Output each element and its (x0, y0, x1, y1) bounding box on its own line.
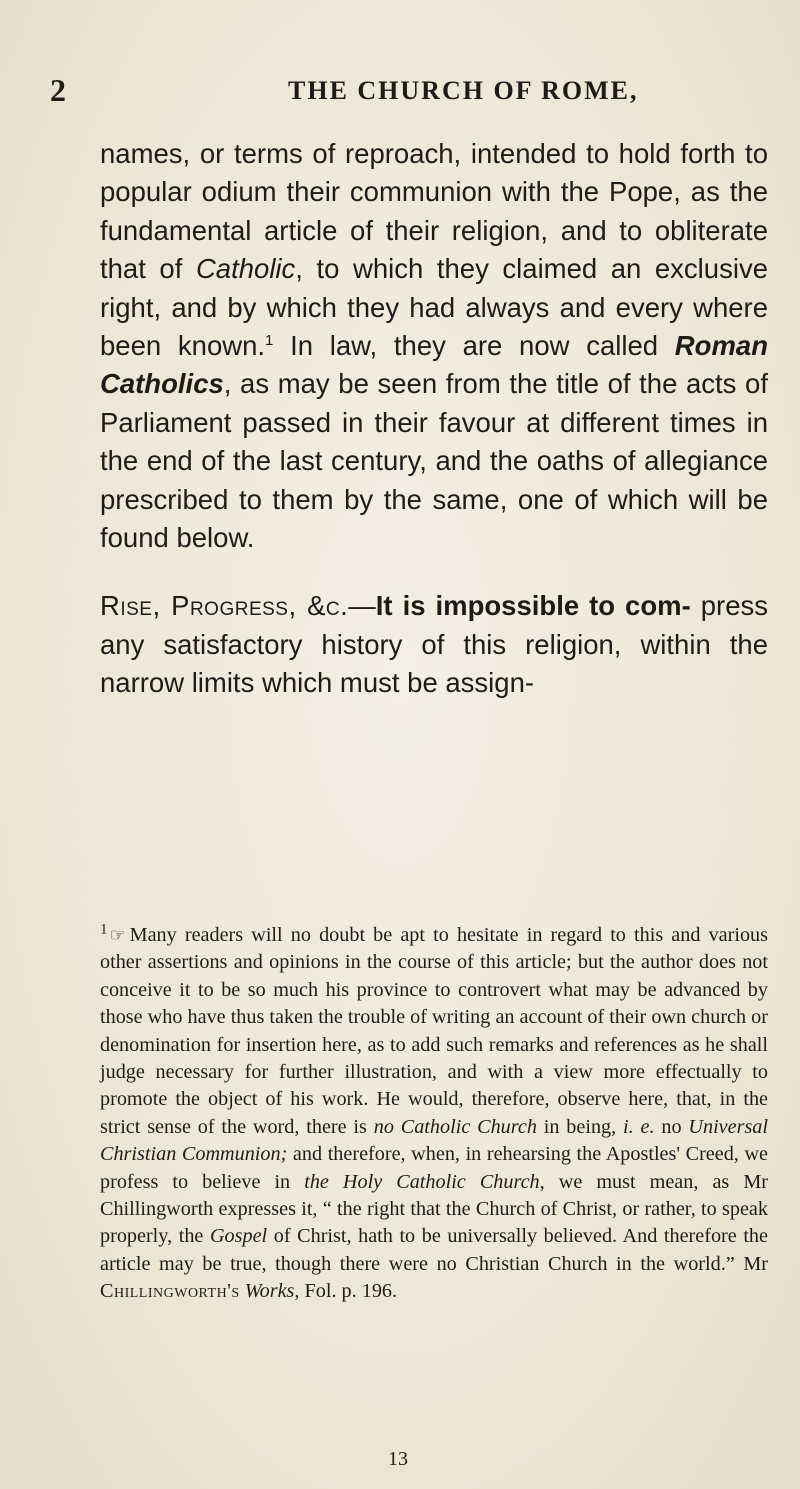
page-header (0, 72, 800, 112)
paragraph-2: Rise, Progress, &c.—It is impossible to com- press any satisfactory history of this religion, within the narrow limits which must be assign- (100, 590, 768, 699)
footnote-marker: 1 (100, 921, 108, 938)
pointing-hand-icon: ☞ (109, 925, 126, 945)
footnote: $^1$ ☞ Many readers will no doubt be apt to hesitate in regard to this and various other assertions and opinions in the course of this article; but the author does not conceive it to be so much his province to controvert what may be advanced by those who have thus taken the trouble of writing an account of their own church or denomination for insertion here, as to add such remarks and references as he shall judge necessary for further illustration, and with a view more effectually to promote the object of his work. He would, therefore, observe here, that, in the strict sense of the word, there is no Catholic Church in being, i. e. no Universal Christian Communion; and therefore, when, in rehearsing the Apostles' Creed, we profess to believe in the Holy Catholic Church, we must mean, as Mr Chillingworth expresses it, “ the right that the Church of Christ, or rather, to speak properly, the Gospel of Christ, hath to be universally believed. And therefore the article may be true, though there were no Christian Church in the world.” Mr Chillingworth's Works, Fol. p. 196. (100, 921, 769, 1303)
paragraph-1: names, or terms of reproach, intended to hold forth to popular odium their communion with the Pope, as the fundamental article of their religion, and to obliterate that of Catholic, to which they claimed an exclusive right, and by which they had always and every where been known.$^1$ In law, they are now called Roman Catholics, as may be seen from the title of the acts of Parliament passed in their favour at different times in the end of the last century, and the oaths of allegiance prescribed to them by the same, one of which will be found below. (100, 138, 768, 554)
author-name: Chillingworth's (100, 1280, 240, 1303)
main-text (100, 135, 768, 703)
section-heading: Rise, Progress, &c. (100, 590, 349, 622)
signature-mark: 13 (388, 1448, 408, 1470)
page-number: 2 (50, 72, 66, 108)
running-head: THE CHURCH OF ROME, (288, 76, 639, 105)
footnote-reference: 1 (265, 331, 274, 349)
